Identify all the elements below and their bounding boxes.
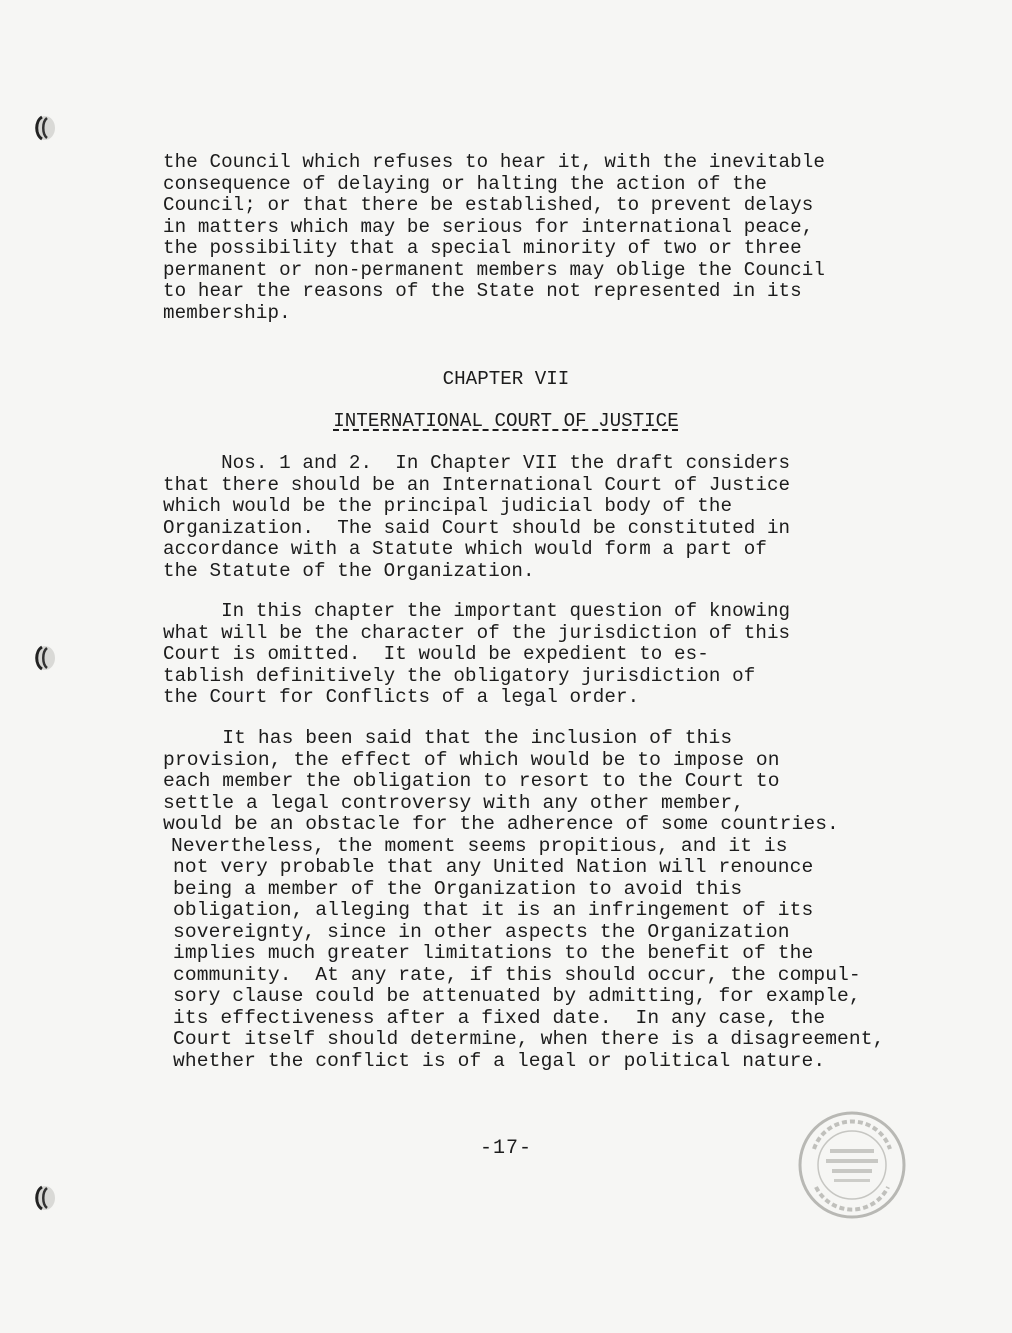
chapter-subtitle-text: INTERNATIONAL COURT OF JUSTICE — [333, 410, 679, 432]
text-line: Nevertheless, the moment seems propitious, and it is — [171, 834, 788, 857]
text-line: that there should be an International Court of Justice — [163, 473, 791, 496]
text-line: in matters which may be serious for international peace, — [163, 215, 814, 238]
text-line: sory clause could be attenuated by admitting, for example, — [173, 985, 861, 1007]
text-line: not very probable that any United Nation will renounce — [173, 856, 814, 878]
paragraph-intro — [163, 152, 953, 324]
text-line: each member the obligation to resort to the Court to — [163, 770, 780, 792]
chapter-subtitle — [0, 410, 1012, 432]
paragraph-obligation — [163, 728, 953, 1072]
text-line: whether the conflict is of a legal or political nature. — [173, 1049, 826, 1072]
text-line: the Council which refuses to hear it, with the inevitable — [163, 151, 826, 173]
text-line: In this chapter the important question of knowing — [163, 600, 791, 622]
text-line: the Court for Conflicts of a legal order. — [163, 686, 640, 708]
text-line: implies much greater limitations to the benefit of the — [173, 942, 814, 964]
chapter-title: CHAPTER VII — [442, 368, 570, 390]
text-line: Council; or that there be established, to prevent delays — [163, 194, 814, 216]
text-line: consequence of delaying or halting the action of the — [163, 172, 767, 195]
text-line: membership. — [163, 301, 291, 324]
text-line: Nos. 1 and 2. In Chapter VII the draft considers — [163, 452, 791, 474]
text-line: to hear the reasons of the State not represented in its — [163, 280, 802, 302]
text-line: It has been said that the inclusion of this — [163, 727, 733, 749]
text-line: provision, the effect of which would be to impose on — [163, 748, 780, 771]
text-line: what will be the character of the jurisdiction of this — [163, 621, 791, 644]
paragraph-jurisdiction — [163, 601, 953, 709]
text-line: Organization. The said Court should be constituted in — [163, 516, 791, 539]
text-line: sovereignty, since in other aspects the Organization — [173, 920, 790, 943]
text-line: permanent or non-permanent members may oblige the Council — [163, 258, 826, 281]
binder-hole-icon — [32, 113, 58, 143]
text-line: settle a legal controversy with any other member, — [163, 791, 745, 814]
text-line: would be an obstacle for the adherence of some countries. — [163, 813, 839, 835]
text-line: tablish definitively the obligatory jurisdiction of — [163, 664, 756, 687]
binder-hole-icon — [32, 643, 58, 673]
text-line: which would be the principal judicial body of the — [163, 495, 733, 517]
text-line: its effectiveness after a fixed date. In any case, the — [173, 1006, 826, 1029]
text-line: the Statute of the Organization. — [163, 559, 535, 582]
text-line: being a member of the Organization to avoid this — [173, 877, 743, 900]
text-line: accordance with a Statute which would form a part of — [163, 538, 767, 560]
text-line: community. At any rate, if this should occur, the compul- — [173, 963, 861, 986]
archive-seal-stamp — [796, 1109, 908, 1221]
page-number: -17- — [479, 1137, 532, 1160]
text-line: the possibility that a special minority of two or three — [163, 237, 802, 259]
text-line: Court itself should determine, when there is a disagreement, — [173, 1028, 885, 1050]
binder-hole-icon — [32, 1183, 58, 1213]
text-line: obligation, alleging that it is an infringement of its — [173, 899, 814, 921]
paragraph-nos-1-2 — [163, 453, 953, 582]
text-line: Court is omitted. It would be expedient to es- — [163, 643, 709, 665]
